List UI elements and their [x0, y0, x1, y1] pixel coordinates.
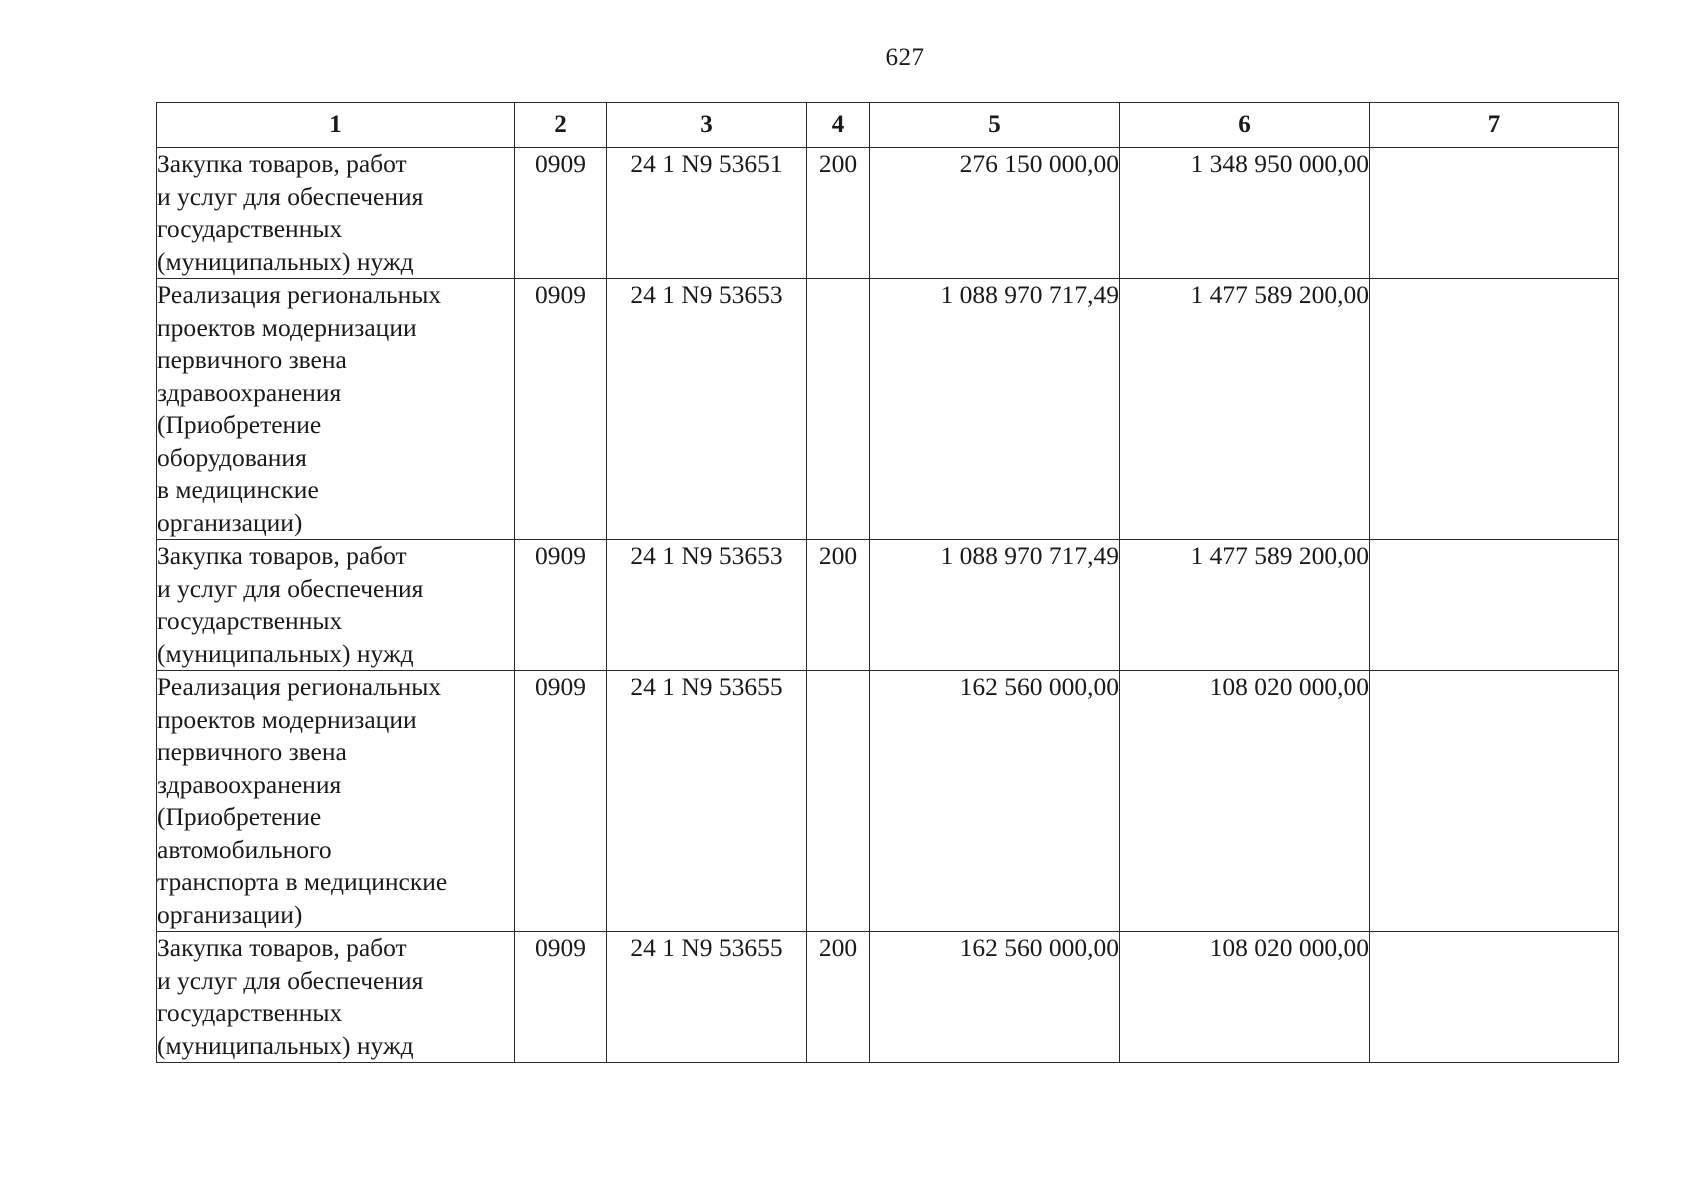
description-line: (Приобретение: [157, 410, 322, 439]
description-line: и услуг для обеспечения: [157, 573, 424, 603]
description-line: оборудования: [157, 442, 307, 472]
description-line: Закупка товаров, работ: [157, 933, 407, 962]
row-code: 24 1 N9 53653: [607, 279, 807, 540]
row-amount-5: 276 150 000,00: [870, 148, 1120, 279]
description-line: (Приобретение: [157, 802, 322, 831]
row-type: 200: [807, 932, 870, 1063]
row-description: [157, 671, 515, 932]
header-col-3: 3: [607, 103, 807, 148]
row-col-7: [1370, 279, 1619, 540]
table-row: [157, 540, 1619, 671]
row-col-7: [1370, 671, 1619, 932]
description-line: проектов модернизации: [157, 312, 417, 342]
row-type: [807, 671, 870, 932]
page-number: 627: [885, 44, 925, 71]
row-type: [807, 279, 870, 540]
row-amount-6: 108 020 000,00: [1120, 671, 1370, 932]
description-line: (муниципальных) нужд: [157, 638, 414, 668]
row-amount-5: 1 088 970 717,49: [870, 540, 1120, 671]
description-line: здравоохранения: [157, 377, 342, 407]
row-amount-5: 162 560 000,00: [870, 671, 1120, 932]
row-section: 0909: [515, 671, 607, 932]
header-col-2: 2: [515, 103, 607, 148]
budget-table: [156, 102, 1619, 1063]
description-line: первичного звена: [157, 737, 347, 766]
description-line: транспорта в медицинские: [157, 867, 448, 896]
row-code: 24 1 N9 53655: [607, 932, 807, 1063]
row-amount-6: 1 348 950 000,00: [1120, 148, 1370, 279]
row-description: [157, 148, 515, 279]
row-amount-6: 1 477 589 200,00: [1120, 279, 1370, 540]
row-code: 24 1 N9 53651: [607, 148, 807, 279]
header-col-5: 5: [870, 103, 1120, 148]
description-line: и услуг для обеспечения: [157, 965, 424, 995]
row-description: [157, 279, 515, 540]
row-col-7: [1370, 148, 1619, 279]
description-line: первичного звена: [157, 345, 347, 374]
row-section: 0909: [515, 540, 607, 671]
description-line: здравоохранения: [157, 769, 342, 799]
row-amount-6: 108 020 000,00: [1120, 932, 1370, 1063]
description-line: проектов модернизации: [157, 704, 417, 734]
row-section: 0909: [515, 279, 607, 540]
row-section: 0909: [515, 932, 607, 1063]
description-line: Реализация региональных: [157, 672, 442, 701]
header-col-1: 1: [157, 103, 515, 148]
description-line: государственных: [157, 214, 343, 243]
row-amount-5: 162 560 000,00: [870, 932, 1120, 1063]
row-code: 24 1 N9 53653: [607, 540, 807, 671]
table-row: [157, 279, 1619, 540]
table-row: [157, 671, 1619, 932]
row-section: 0909: [515, 148, 607, 279]
description-line: организации): [157, 507, 303, 537]
header-col-7: 7: [1370, 103, 1619, 148]
row-col-7: [1370, 932, 1619, 1063]
row-description: [157, 932, 515, 1063]
description-line: автомобильного: [157, 834, 332, 864]
table-row: [157, 148, 1619, 279]
description-line: Реализация региональных: [157, 280, 442, 309]
row-type: 200: [807, 148, 870, 279]
row-amount-5: 1 088 970 717,49: [870, 279, 1120, 540]
header-row: [157, 103, 1619, 148]
header-col-4: 4: [807, 103, 870, 148]
row-description: [157, 540, 515, 671]
header-col-6: 6: [1120, 103, 1370, 148]
description-line: государственных: [157, 998, 343, 1027]
row-amount-6: 1 477 589 200,00: [1120, 540, 1370, 671]
description-line: (муниципальных) нужд: [157, 1030, 414, 1060]
description-line: Закупка товаров, работ: [157, 149, 407, 178]
description-line: Закупка товаров, работ: [157, 541, 407, 570]
table-row: [157, 932, 1619, 1063]
row-code: 24 1 N9 53655: [607, 671, 807, 932]
description-line: и услуг для обеспечения: [157, 181, 424, 211]
description-line: организации): [157, 899, 303, 929]
row-type: 200: [807, 540, 870, 671]
description-line: государственных: [157, 606, 343, 635]
row-col-7: [1370, 540, 1619, 671]
description-line: в медицинские: [157, 475, 319, 504]
description-line: (муниципальных) нужд: [157, 246, 414, 276]
